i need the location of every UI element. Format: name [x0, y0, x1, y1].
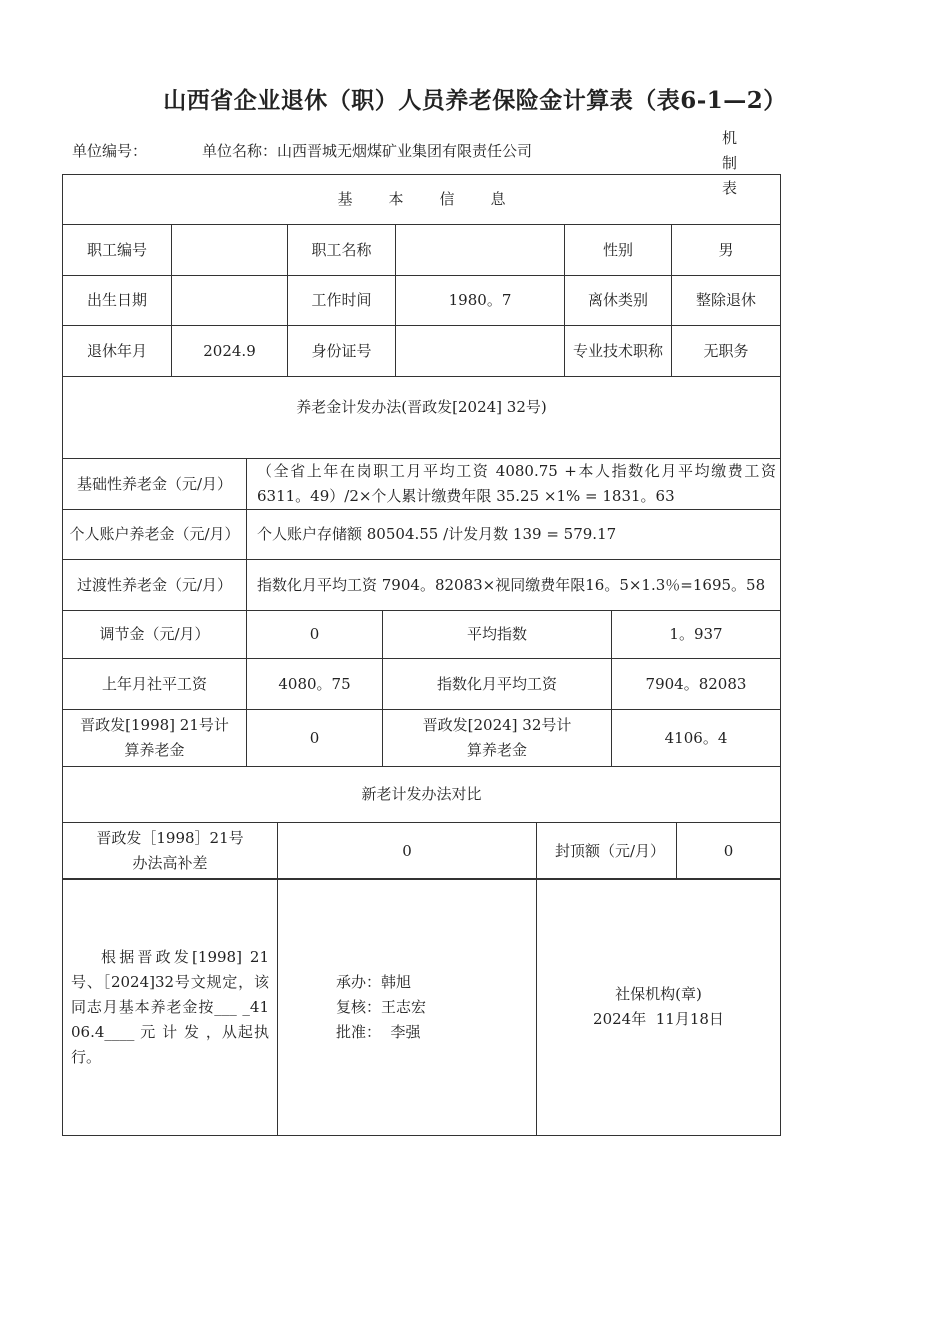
unit-code-label: 单位编号： [72, 142, 148, 160]
indexed-wage-value: 7904。82083 [612, 659, 781, 710]
diff-label: 晋政发［1998］21号办法高补差 [63, 823, 278, 880]
cap-label: 封顶额（元/月） [537, 823, 677, 880]
diff-value: 0 [278, 823, 537, 880]
old-calc-label: 晋政发[1998] 21号计算养老金 [63, 710, 247, 767]
basic-pension-formula: （全省上年在岗职工月平均工资 4080.75 +本人指数化月平均缴费工资 6311。49）/2×个人累计缴费年限 35.25 ×1% = 1831。63 [247, 459, 781, 510]
compare-table [62, 822, 781, 880]
retire-date-label: 退休年月 [63, 326, 172, 377]
employee-no [172, 225, 288, 276]
old-calc-value: 0 [247, 710, 383, 767]
page-title: 山西省企业退休（职）人员养老保险金计算表（表6-1—2） [163, 87, 787, 114]
handler: 承办：韩旭 [336, 972, 412, 991]
gender-label: 性别 [565, 225, 672, 276]
approver: 批准： 李强 [336, 1022, 421, 1041]
adjust-label: 调节金（元/月） [63, 611, 247, 659]
values-table [62, 610, 781, 823]
adjust-value: 0 [247, 611, 383, 659]
retire-type-value: 整除退休 [672, 276, 781, 326]
basic-section-title: 基本信息 [337, 190, 542, 208]
basic-pension-label: 基础性养老金（元/月） [63, 459, 247, 510]
basic-info-table [62, 174, 781, 459]
indexed-wage-label: 指数化月平均工资 [383, 659, 612, 710]
method-section-title: 养老金计发办法(晋政发[2024] 32号) [63, 377, 781, 459]
transition-pension-formula: 指数化月平均工资 7904。82083×视同缴费年限16。5×1.3％=1695。58 [247, 560, 781, 611]
work-start-value: 1980。7 [396, 276, 565, 326]
last-year-wage-label: 上年月社平工资 [63, 659, 247, 710]
tech-title-label: 专业技术职称 [565, 326, 672, 377]
employee-name [396, 225, 565, 276]
employee-no-label: 职工编号 [63, 225, 172, 276]
birth-value [172, 276, 288, 326]
personal-account-formula: 个人账户存储额 80504.55 /计发月数 139 = 579.17 [247, 510, 781, 560]
agency-seal: 社保机构(章) [615, 985, 702, 1003]
retire-type-label: 离休类别 [565, 276, 672, 326]
sign-date: 2024年 11月18日 [593, 1010, 724, 1028]
avg-index-value: 1。937 [612, 611, 781, 659]
reviewer: 复核：王志宏 [336, 997, 427, 1016]
id-label: 身份证号 [288, 326, 396, 377]
retire-date-value: 2024.9 [172, 326, 288, 377]
id-value [396, 326, 565, 377]
new-calc-label: 晋政发[2024] 32号计算养老金 [383, 710, 612, 767]
machine-label: 机 制 表 [722, 129, 748, 197]
birth-label: 出生日期 [63, 276, 172, 326]
personal-account-label: 个人账户养老金（元/月） [63, 510, 247, 560]
cap-value: 0 [677, 823, 781, 880]
unit-name: 单位名称：山西晋城无烟煤矿业集团有限责任公司 [202, 142, 533, 160]
pension-statement: 根据晋政发[1998] 21号、［2024]32号文规定，该同志月基本养老金按___ _4106.4____ 元 计 发 ，从起执行。 [63, 879, 278, 1136]
last-year-wage-value: 4080。75 [247, 659, 383, 710]
footer-table [62, 878, 781, 1136]
new-calc-value: 4106。4 [612, 710, 781, 767]
formula-table [62, 458, 781, 611]
employee-name-label: 职工名称 [288, 225, 396, 276]
avg-index-label: 平均指数 [383, 611, 612, 659]
tech-title-value: 无职务 [672, 326, 781, 377]
transition-pension-label: 过渡性养老金（元/月） [63, 560, 247, 611]
compare-section-title: 新老计发办法对比 [63, 767, 781, 823]
gender-value: 男 [672, 225, 781, 276]
work-start-label: 工作时间 [288, 276, 396, 326]
